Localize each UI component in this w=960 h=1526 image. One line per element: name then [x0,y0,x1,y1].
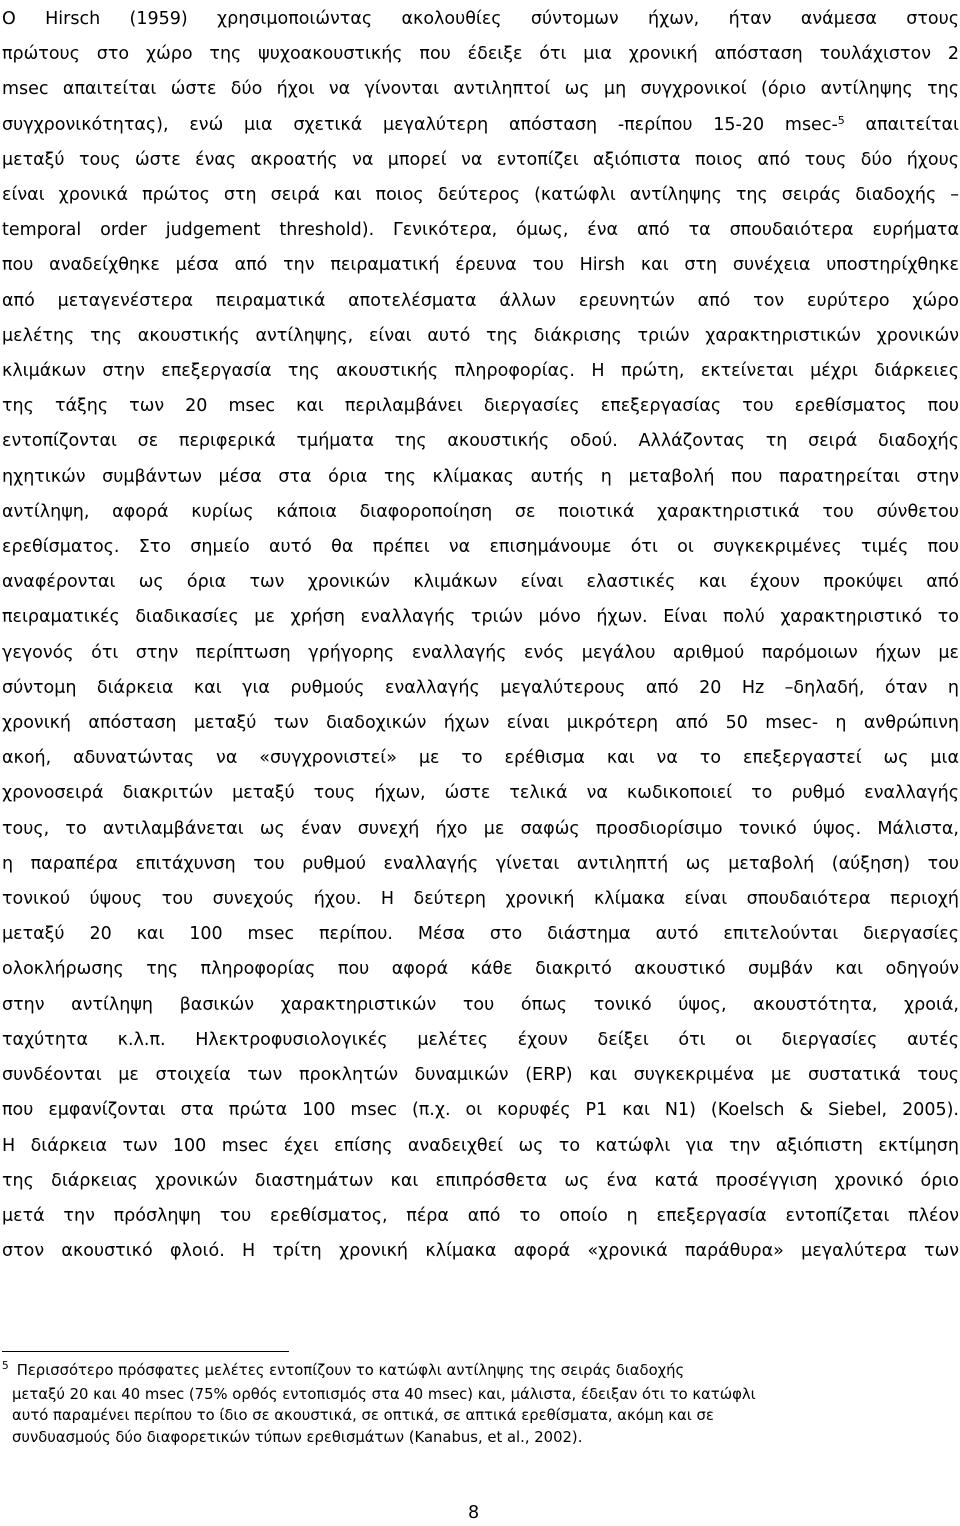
footnote-reference: 5 [837,113,845,127]
body-line: ερεθίσματος. Στο σημείο αυτό θα πρέπει να επισημάνουμε ότι οι συγκεκριμένες τιμές που [2,537,959,558]
footnote-line: μεταξύ 20 και 40 msec (75% ορθός εντοπισμός στα 40 msec) και, μάλιστα, έδειξαν ότι το κατώφλι [12,1385,756,1403]
body-line: ταχύτητα κ.λ.π. Ηλεκτροφυσιολογικές μελέτες έχουν δείξει ότι οι διεργασίες αυτές [2,1029,959,1050]
footnote-mark: 5 [2,1360,9,1372]
footnote-separator [2,1351,289,1352]
body-line: O Hirsch (1959) χρησιμοποιώντας ακολουθίες σύντομων ήχων, ήταν ανάμεσα στους [2,9,959,29]
body-line: αναφέρονται ως όρια των χρονικών κλιμάκων είναι ελαστικές και έχουν προκύψει από [2,572,959,593]
body-line: μεταξύ τους ώστε ένας ακροατής να μπορεί να εντοπίζει αξιόπιστα ποιος από τους δύο ήχους [2,149,959,170]
body-line: χρονική απόσταση μεταξύ των διαδοχικών ήχων είναι μικρότερη από 50 msec- η ανθρώπινη [2,713,959,734]
footnote-line: αυτό παραμένει περίπου το ίδιο σε ακουστικά, σε οπτικά, σε απτικά ερεθίσματα, ακόμη και σε [12,1407,714,1424]
body-line: στον ακουστικό φλοιό. Η τρίτη χρονική κλίμακα αφορά «χρονικά παράθυρα» μεγαλύτερα των [2,1241,959,1262]
body-line: πρώτους στο χώρο της ψυχοακουστικής που έδειξε ότι μια χρονική απόσταση τουλάχιστον 2 [2,44,959,65]
body-line-with-footnote-ref [2,108,959,143]
footnote-line: συνδυασμούς δύο διαφορετικών τύπων ερεθισμάτων (Kanabus, et al., 2002). [12,1428,583,1446]
page-number: 8 [468,1503,480,1523]
body-line: σύντομη διάρκεια και για ρυθμούς εναλλαγής μεγαλύτερους από 20 Hz –δηλαδή, όταν η [2,677,959,698]
body-line: της διάρκειας χρονικών διαστημάτων και επιπρόσθετα ως ένα κατά προσέγγιση χρονικό όριο [2,1170,959,1191]
footnote-line [2,1360,942,1384]
footnote-text: Περισσότερο πρόσφατες μελέτες εντοπίζουν το κατώφλι αντίληψης της σειράς διαδοχής [16,1362,685,1379]
body-line: που εμφανίζονται στα πρώτα 100 msec (π.χ. οι κορυφές P1 και N1) (Koelsch & Siebel, 2005). [2,1100,959,1121]
body-paragraph [2,2,959,1269]
body-line: στην αντίληψη βασικών χαρακτηριστικών του όπως τονικό ύψος, ακουστότητα, χροιά, [2,994,959,1015]
body-line: η παραπέρα επιτάχυνση του ρυθμού εναλλαγής γίνεται αντιληπτή ως μεταβολή (αύξηση) του [2,853,959,874]
body-line: μελέτης της ακουστικής αντίληψης, είναι αυτό της διάκρισης τριών χαρακτηριστικών χρονικών [2,325,959,346]
body-line: temporal order judgement threshold). Γενικότερα, όμως, ένα από τα σπουδαιότερα ευρήματα [2,220,959,241]
body-line: msec απαιτείται ώστε δύο ήχοι να γίνονται αντιληπτοί ως μη συγχρονικοί (όριο αντίληψης της [2,79,959,100]
body-line: εντοπίζονται σε περιφερικά τμήματα της ακουστικής οδού. Αλλάζοντας τη σειρά διαδοχής [2,431,959,452]
body-line-tail: απαιτείται [865,114,959,135]
body-line: ακοή, αδυνατώντας να «συγχρονιστεί» με το ερέθισμα και να το επεξεργαστεί ως μια [2,748,959,769]
body-line: τους, το αντιλαμβάνεται ως έναν συνεχή ήχο με σαφώς προσδιορίσιμο τονικό ύψος. Μάλιστα, [2,818,959,839]
body-line: τονικού ύψους του συνεχούς ήχου. Η δεύτερη χρονική κλίμακα είναι σπουδαιότερα περιοχή [2,889,959,910]
body-line: Η διάρκεια των 100 msec έχει επίσης αναδειχθεί ως το κατώφλι για την αξιόπιστη εκτίμηση [2,1135,959,1156]
body-line: ηχητικών συμβάντων μέσα στα όρια της κλίμακας αυτής η μεταβολή που παρατηρείται στην [2,466,959,487]
body-line: συνδέονται με στοιχεία των προκλητών δυναμικών (ERP) και συγκεκριμένα με συστατικά τους [2,1065,959,1086]
body-line: είναι χρονικά πρώτος στη σειρά και ποιος δεύτερος (κατώφλι αντίληψης της σειράς διαδοχής – [2,185,959,206]
body-line: πειραματικές διαδικασίες με χρήση εναλλαγής τριών μόνο ήχων. Είναι πολύ χαρακτηριστικό το [2,607,959,628]
body-line: αντίληψη, αφορά κυρίως κάποια διαφοροποίηση σε ποιοτικά χαρακτηριστικά του σύνθετου [2,501,959,522]
body-line-text: συγχρονικότητας), ενώ μια σχετικά μεγαλύτερη απόσταση -περίπου 15-20 msec- [2,114,838,135]
footnote [2,1360,942,1448]
body-line: κλιμάκων στην επεξεργασία της ακουστικής πληροφορίας. Η πρώτη, εκτείνεται μέχρι διάρκειες [2,361,959,382]
body-line: μετά την πρόσληψη του ερεθίσματος, πέρα από το οποίο η επεξεργασία εντοπίζεται πλέον [2,1205,959,1226]
body-line: της τάξης των 20 msec και περιλαμβάνει διεργασίες επεξεργασίας του ερεθίσματος που [2,396,959,417]
body-line: ολοκλήρωσης της πληροφορίας που αφορά κάθε διακριτό ακουστικό συμβάν και οδηγούν [2,959,959,980]
body-line: που αναδείχθηκε μέσα από την πειραματική έρευνα του Hirsh και στη συνέχεια υποστηρίχθηκε [2,255,959,276]
body-line: χρονοσειρά διακριτών μεταξύ τους ήχων, ώστε τελικά να κωδικοποιεί το ρυθμό εναλλαγής [2,783,959,804]
body-line: μεταξύ 20 και 100 msec περίπου. Μέσα στο διάστημα αυτό επιτελούνται διεργασίες [2,924,959,945]
body-line: από μεταγενέστερα πειραματικά αποτελέσματα άλλων ερευνητών από τον ευρύτερο χώρο [2,290,959,311]
body-line: γεγονός ότι στην περίπτωση γρήγορης εναλλαγής ενός μεγάλου αριθμού παρόμοιων ήχων με [2,642,959,663]
